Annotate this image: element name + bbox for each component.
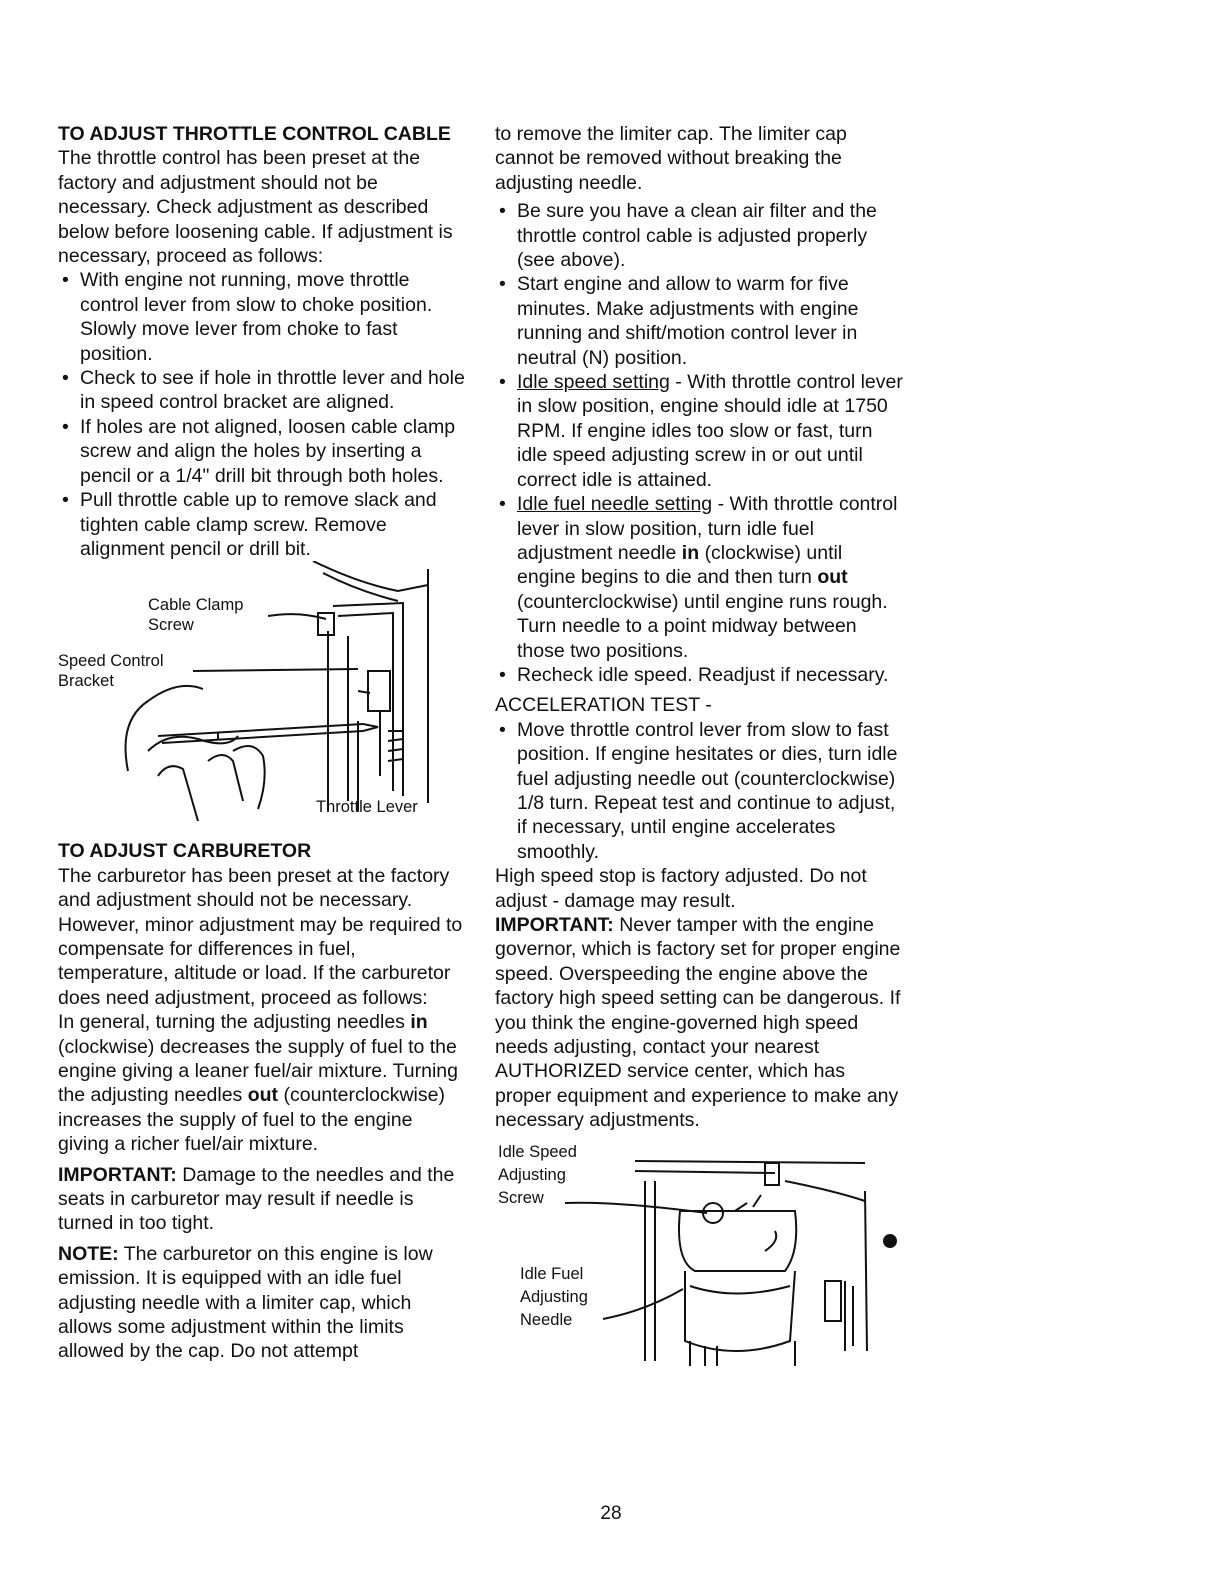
throttle-steps	[58, 268, 468, 561]
idle-fuel-needle-label: Idle Fuel Adjusting Needle	[520, 1264, 588, 1329]
list-item: • Pull throttle cable up to remove slack and tighten cable clamp screw. Remove alignment pencil or drill bit.	[58, 488, 468, 561]
note-label: NOTE:	[58, 1242, 119, 1265]
list-item: • If holes are not aligned, loosen cable clamp screw and align the holes by inserting a pencil or a 1/4" drill bit through both holes.	[58, 415, 468, 488]
general-in: in	[410, 1011, 428, 1034]
speed-control-bracket-label: Speed Control Bracket	[58, 652, 164, 691]
general-out: out	[247, 1084, 279, 1107]
idle-fuel-text-3: (counterclockwise) until engine runs rough. Turn needle to a point midway between those two positions.	[517, 590, 888, 662]
governor-important	[495, 913, 905, 1133]
list-item: • Check to see if hole in throttle lever and hole in speed control bracket are aligned.	[58, 366, 468, 415]
idle-speed-text: - With throttle control lever in slow position, engine should idle at 1750 RPM. If engine idles too slow or fast, turn idle speed adjusting screw in or out until correct idle is attained.	[517, 371, 903, 491]
idle-fuel-out: out	[817, 566, 848, 589]
list-item: • Start engine and allow to warm for five minutes. Make adjustments with engine running and shift/motion control lever in neutral (N) position.	[495, 272, 905, 370]
general-mid: (clockwise) decreases the supply of fuel to the engine giving a leaner fuel/air mixture. Turning the adjusting needles	[58, 1035, 458, 1107]
important-text: Never tamper with the engine governor, which is factory set for proper engine speed. Overspeeding the engine above the factory high speed setting can be dangerous. If you think the engine-governed high speed needs adjusting, contact your nearest AUTHORIZED service center, which has proper equipment and experience to make any necessary adjustments.	[495, 914, 901, 1132]
page-number: 28	[600, 1503, 622, 1524]
note-text: The carburetor on this engine is low emission. It is equipped with an idle fuel adjusting needle with a limiter cap, which allows some adjustment within the limits allowed by the cap. Do not attempt	[58, 1242, 433, 1363]
right-column	[495, 122, 905, 1371]
carb-steps	[495, 199, 905, 687]
accel-steps	[495, 718, 905, 864]
limiter-cap-text: to remove the limiter cap. The limiter cap cannot be removed without breaking the adjusting needle.	[495, 123, 847, 194]
carburetor-figure	[495, 1141, 905, 1371]
throttle-linkage-drawing	[58, 561, 458, 831]
idle-speed-item	[495, 370, 905, 492]
carb-heading: TO ADJUST CARBURETOR	[58, 840, 312, 863]
idle-fuel-text-1: - With throttle control lever in slow position, turn idle fuel adjustment needle	[517, 493, 898, 564]
list-item: • Be sure you have a clean air filter and the throttle control cable is adjusted properly (see above).	[495, 199, 905, 272]
carb-intro: The carburetor has been preset at the factory and adjustment should not be necessary. However, minor adjustment may be required to compensate for differences in fuel, temperature, altitude or load. If the carburetor does need adjustment, proceed as follows:	[58, 864, 463, 1009]
throttle-heading: TO ADJUST THROTTLE CONTROL CABLE	[58, 123, 451, 145]
list-item: • Move throttle control lever from slow to fast position. If engine hesitates or dies, turn idle fuel adjusting needle out (counterclockwise) 1/8 turn. Repeat test and continue to adjust, if necessary, until engine accelerates smoothly.	[495, 718, 905, 864]
left-column	[58, 122, 468, 1364]
carb-important	[58, 1163, 468, 1236]
idle-speed-label: Idle speed setting	[517, 371, 670, 394]
throttle-intro: The throttle control has been preset at the factory and adjustment should not be necessary. Check adjustment as described below before loosening cable. If adjustment is necessary, proceed as follows:	[58, 147, 453, 268]
throttle-lever-label: Throttle Lever	[316, 798, 418, 817]
idle-speed-screw-label: Idle Speed Adjusting Screw	[498, 1142, 577, 1207]
general-post: (counterclockwise) increases the supply of fuel to the engine giving a richer fuel/air mixture.	[58, 1084, 445, 1156]
cable-clamp-screw-label: Cable Clamp Screw	[148, 596, 244, 635]
idle-fuel-text-2: (clockwise) until engine begins to die and then turn	[517, 541, 843, 589]
important-text: Damage to the needles and the seats in carburetor may result if needle is turned in too tight.	[58, 1163, 455, 1235]
idle-fuel-item	[495, 492, 905, 663]
throttle-figure	[58, 561, 458, 831]
important-label: IMPORTANT:	[58, 1163, 177, 1186]
accel-heading: ACCELERATION TEST -	[495, 694, 712, 717]
high-speed-text: High speed stop is factory adjusted. Do not adjust - damage may result.	[495, 865, 867, 912]
carb-general	[58, 1010, 468, 1156]
carb-note	[58, 1242, 468, 1364]
list-item: • With engine not running, move throttle control lever from slow to choke position. Slowly move lever from choke to fast position.	[58, 268, 468, 366]
idle-fuel-label: Idle fuel needle setting	[517, 493, 713, 516]
general-pre: In general, turning the adjusting needles	[58, 1011, 405, 1034]
idle-fuel-in: in	[681, 541, 700, 564]
important-label: IMPORTANT:	[495, 914, 614, 936]
list-item: • Recheck idle speed. Readjust if necessary.	[495, 663, 905, 687]
